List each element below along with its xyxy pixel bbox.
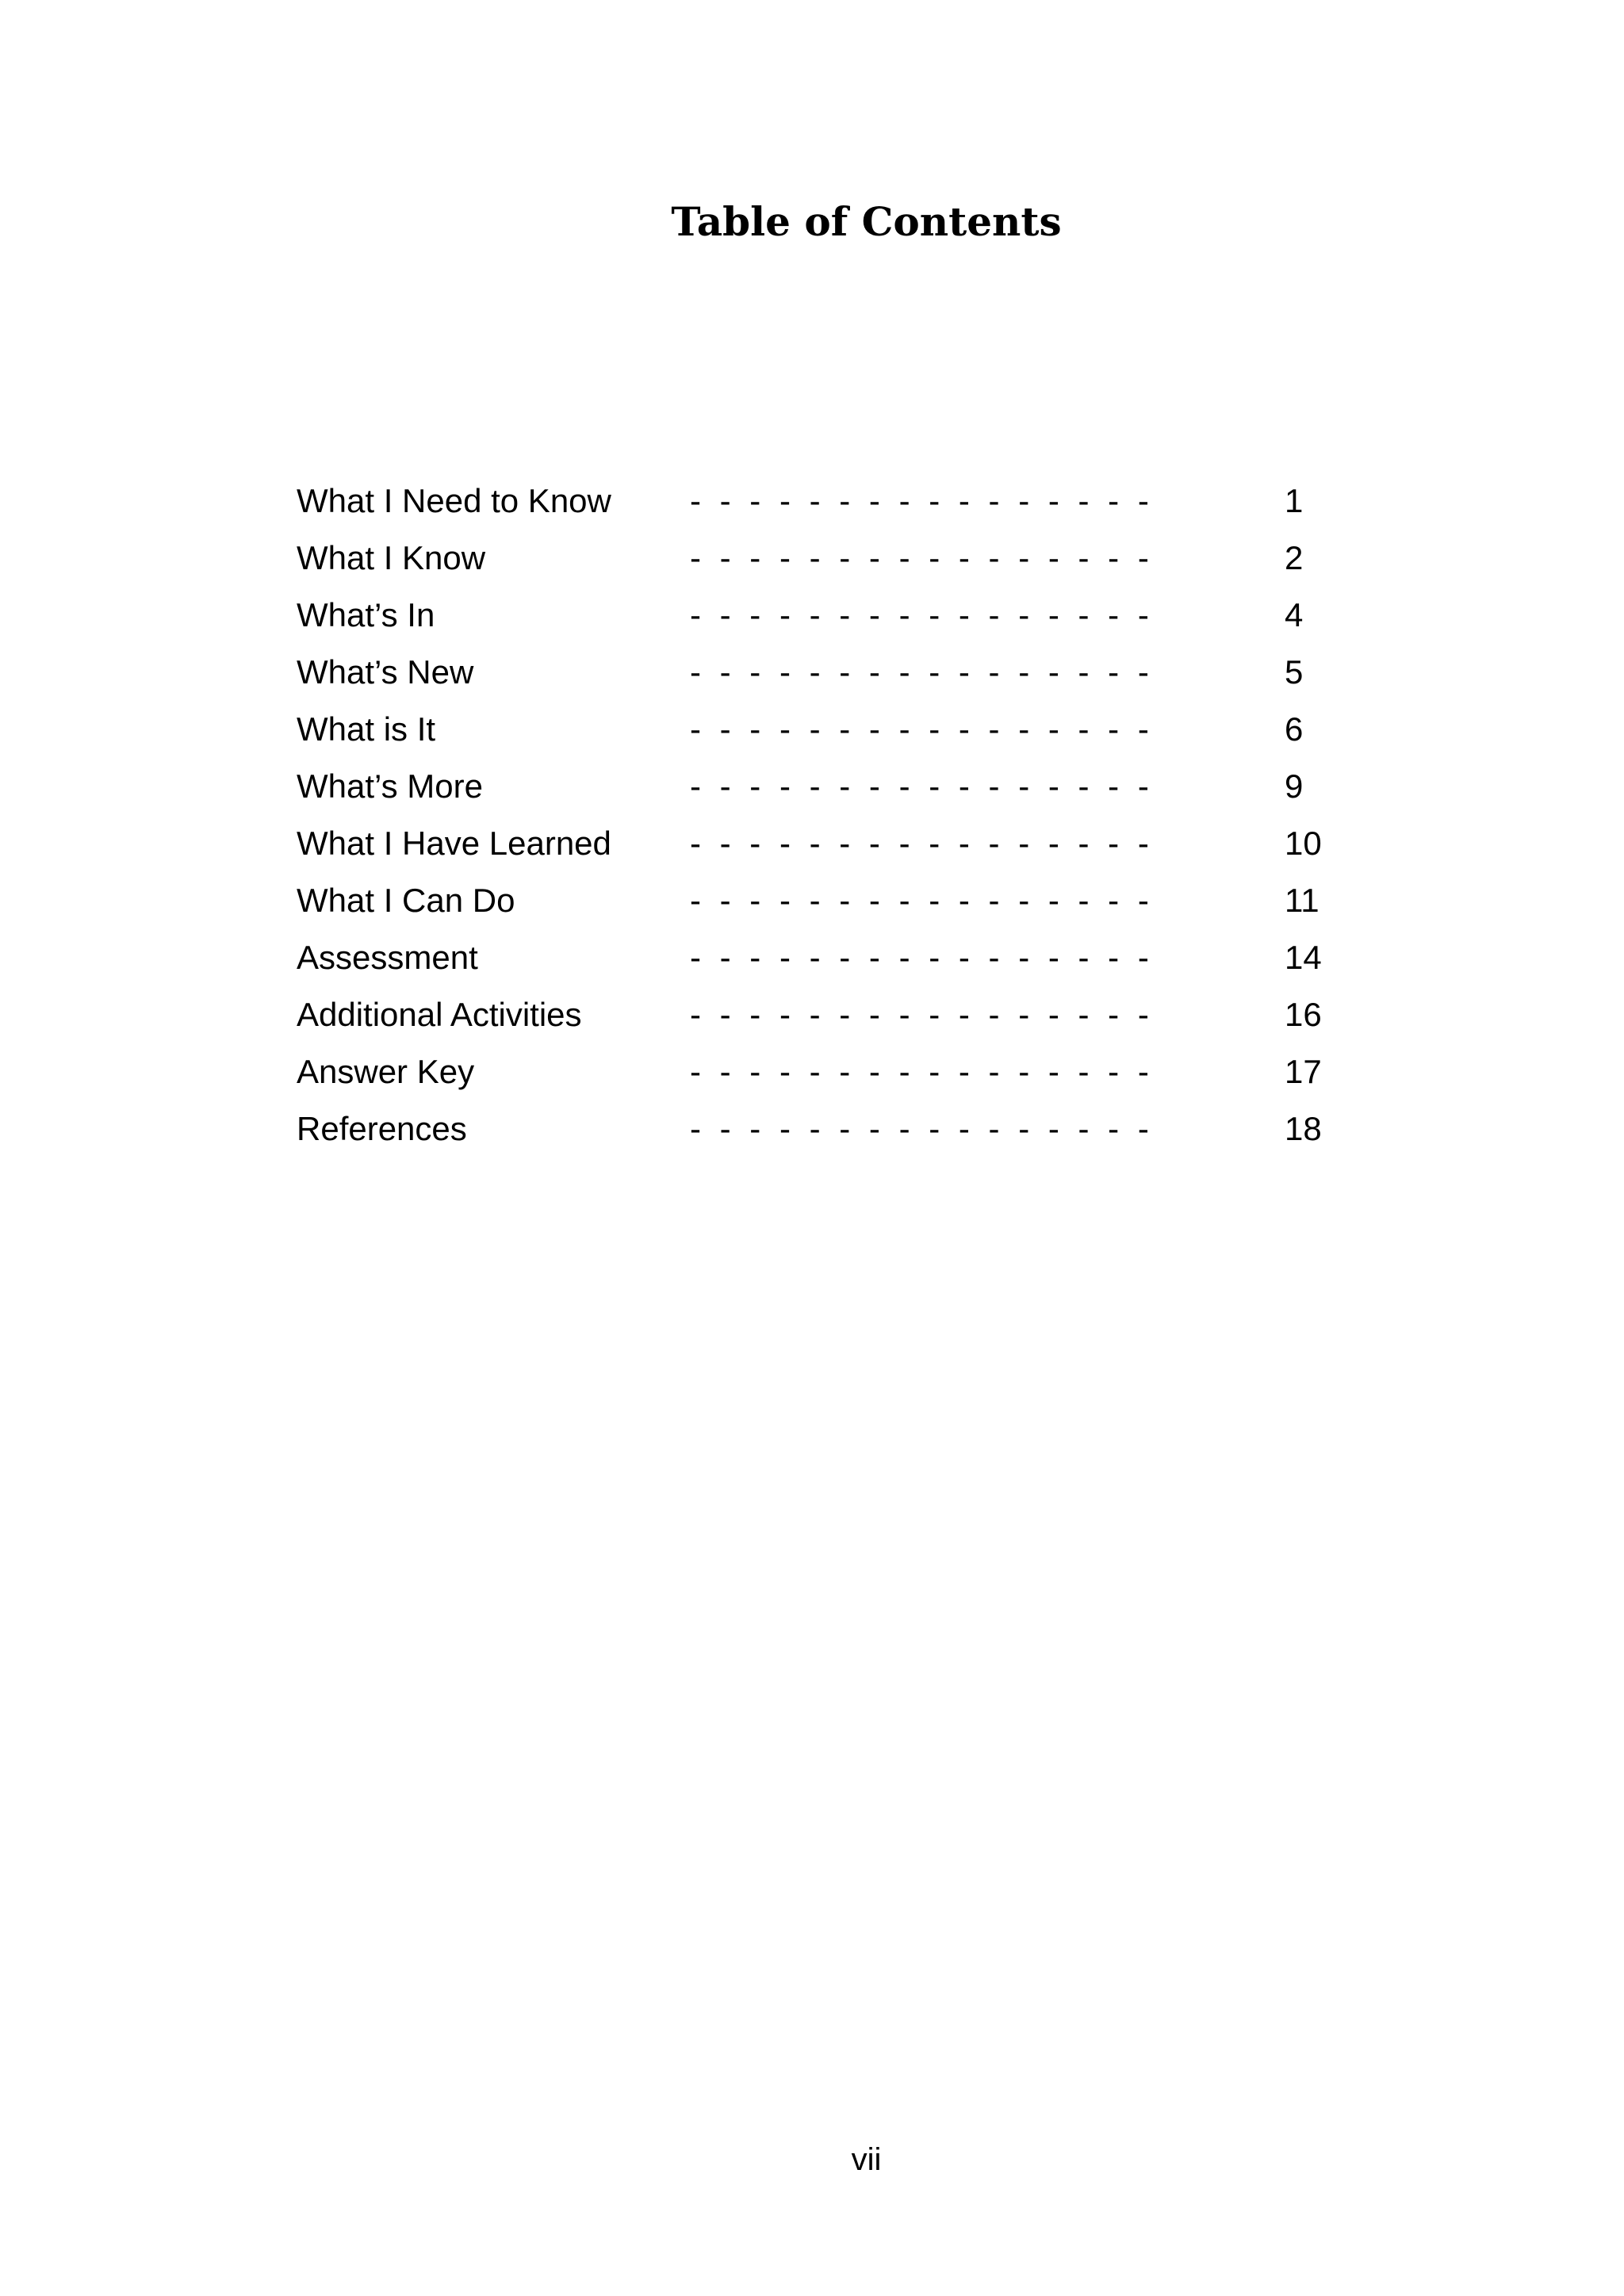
toc-entry-what-i-know[interactable] <box>297 530 1343 587</box>
toc-entry-label: What I Have Learned <box>297 825 611 862</box>
toc-entry-what-i-can-do[interactable] <box>297 872 1343 929</box>
page-title: Table of Contents <box>671 198 1062 245</box>
toc-entry-page: 11 <box>1285 882 1320 919</box>
toc-entry-page: 2 <box>1285 539 1304 576</box>
toc-entry-what-is-it[interactable] <box>297 701 1343 758</box>
toc-entry-leader: - - - - - - - - - - - - - - - - <box>690 882 1154 919</box>
toc-entry-label: What I Know <box>297 539 486 576</box>
toc-entry-page: 16 <box>1285 996 1322 1033</box>
toc-entry-whats-more[interactable] <box>297 758 1343 815</box>
toc-entry-leader: - - - - - - - - - - - - - - - - <box>690 710 1154 748</box>
toc-entry-leader: - - - - - - - - - - - - - - - - <box>690 767 1154 805</box>
toc-entry-label: Assessment <box>297 939 478 976</box>
toc-entry-label: Answer Key <box>297 1053 475 1090</box>
toc-entry-leader: - - - - - - - - - - - - - - - - <box>690 1110 1154 1147</box>
toc-entry-leader: - - - - - - - - - - - - - - - - <box>690 653 1154 691</box>
toc-entry-page: 6 <box>1285 710 1304 748</box>
toc-entry-label: What I Need to Know <box>297 482 611 519</box>
toc-entry-label: What’s More <box>297 767 483 805</box>
toc-entry-leader: - - - - - - - - - - - - - - - - <box>690 1053 1154 1090</box>
toc-entry-leader: - - - - - - - - - - - - - - - - <box>690 939 1154 976</box>
toc-entry-leader: - - - - - - - - - - - - - - - - <box>690 996 1154 1033</box>
toc-entry-leader: - - - - - - - - - - - - - - - - <box>690 596 1154 633</box>
toc-entry-label: What is It <box>297 710 436 748</box>
toc-entry-additional-activities[interactable] <box>297 986 1343 1043</box>
toc-entry-what-i-have-learned[interactable] <box>297 815 1343 872</box>
toc-entry-label: Additional Activities <box>297 996 582 1033</box>
toc-entry-page: 17 <box>1285 1053 1322 1090</box>
toc-entry-whats-new[interactable] <box>297 644 1343 701</box>
toc-entry-page: 1 <box>1285 482 1304 519</box>
toc-entry-page: 10 <box>1285 825 1322 862</box>
toc-entry-leader: - - - - - - - - - - - - - - - - <box>690 539 1154 576</box>
toc-entry-assessment[interactable] <box>297 929 1343 986</box>
toc-entry-page: 14 <box>1285 939 1322 976</box>
toc-entry-label: What’s New <box>297 653 474 691</box>
toc-entry-label: References <box>297 1110 467 1147</box>
toc-entry-page: 5 <box>1285 653 1304 691</box>
toc-entry-page: 4 <box>1285 596 1304 633</box>
table-of-contents <box>297 473 1343 1158</box>
toc-entry-page: 18 <box>1285 1110 1322 1147</box>
toc-entry-what-i-need-to-know[interactable] <box>297 473 1343 530</box>
toc-entry-label: What’s In <box>297 596 435 633</box>
toc-entry-leader: - - - - - - - - - - - - - - - - <box>690 482 1154 519</box>
toc-entry-leader: - - - - - - - - - - - - - - - - <box>690 825 1154 862</box>
toc-entry-whats-in[interactable] <box>297 587 1343 644</box>
toc-entry-page: 9 <box>1285 767 1304 805</box>
toc-entry-answer-key[interactable] <box>297 1043 1343 1100</box>
footer-page-number: vii <box>851 2142 882 2177</box>
toc-entry-references[interactable] <box>297 1100 1343 1158</box>
toc-entry-label: What I Can Do <box>297 882 515 919</box>
